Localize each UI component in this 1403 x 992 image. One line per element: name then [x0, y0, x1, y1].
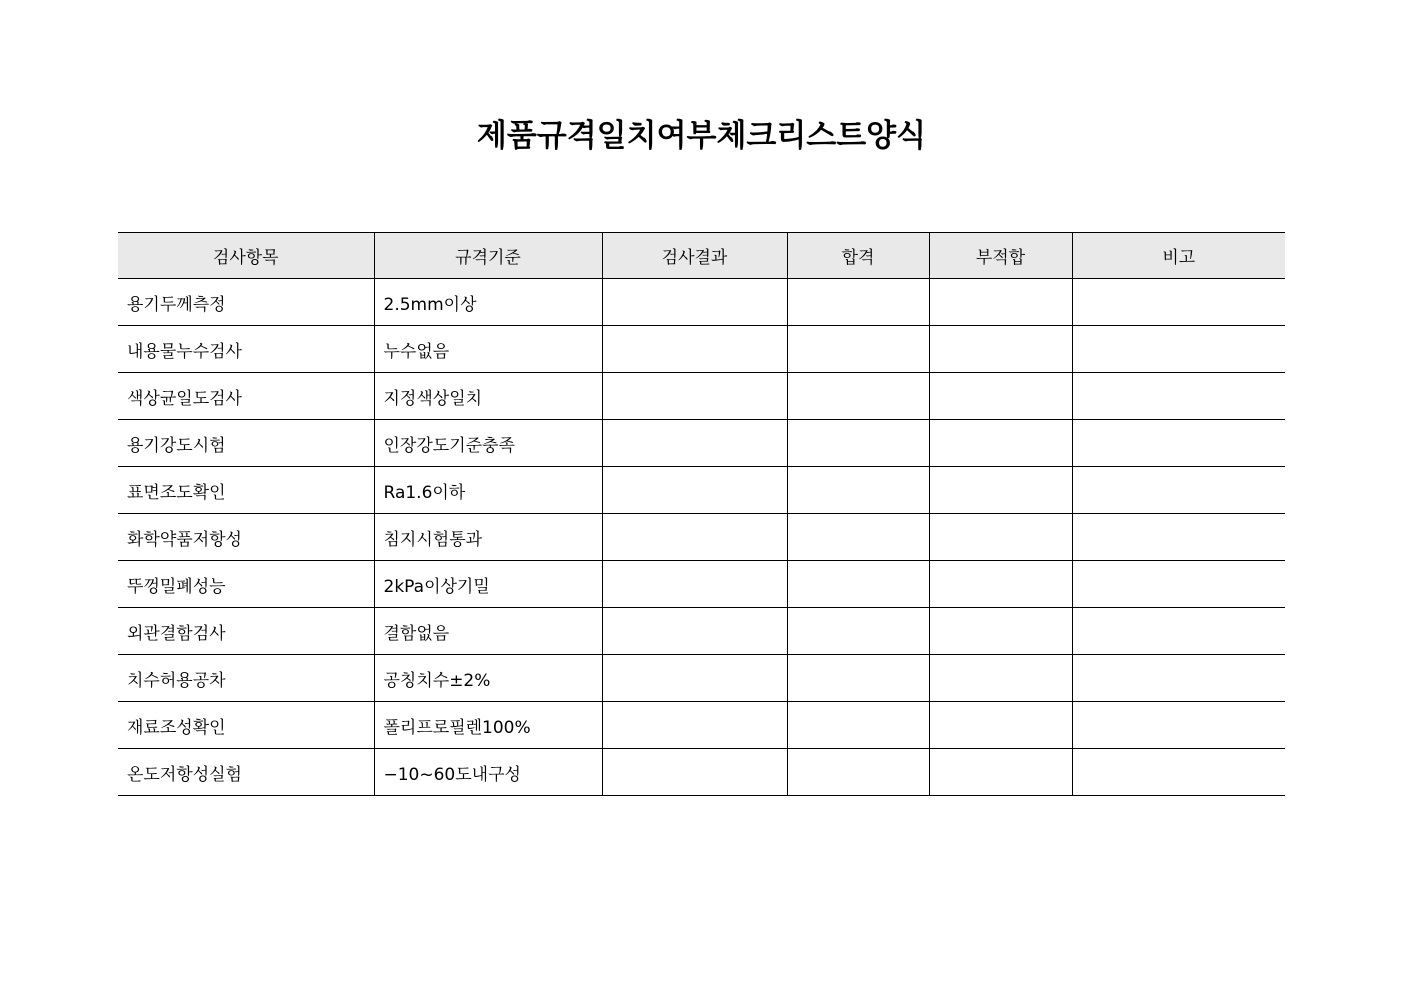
pass-cell[interactable] [787, 467, 929, 514]
fail-cell[interactable] [929, 702, 1072, 749]
header-cell-standard: 규격기준 [374, 233, 602, 279]
result-cell[interactable] [602, 514, 787, 561]
result-cell[interactable] [602, 608, 787, 655]
standard-cell: −10~60도내구성 [374, 749, 602, 796]
standard-cell: 결함없음 [374, 608, 602, 655]
note-cell[interactable] [1072, 279, 1285, 326]
standard-cell: Ra1.6이하 [374, 467, 602, 514]
table-row [118, 279, 1285, 326]
table-row [118, 561, 1285, 608]
item-cell: 화학약품저항성 [118, 514, 374, 561]
note-cell[interactable] [1072, 420, 1285, 467]
fail-cell[interactable] [929, 561, 1072, 608]
fail-cell[interactable] [929, 467, 1072, 514]
fail-cell[interactable] [929, 514, 1072, 561]
table-body [118, 279, 1285, 796]
fail-cell[interactable] [929, 655, 1072, 702]
standard-cell: 2kPa이상기밀 [374, 561, 602, 608]
note-cell[interactable] [1072, 326, 1285, 373]
pass-cell[interactable] [787, 420, 929, 467]
pass-cell[interactable] [787, 326, 929, 373]
item-cell: 온도저항성실험 [118, 749, 374, 796]
table-row [118, 655, 1285, 702]
header-cell-fail: 부적합 [929, 233, 1072, 279]
pass-cell[interactable] [787, 608, 929, 655]
header-cell-result: 검사결과 [602, 233, 787, 279]
note-cell[interactable] [1072, 373, 1285, 420]
pass-cell[interactable] [787, 561, 929, 608]
item-cell: 색상균일도검사 [118, 373, 374, 420]
table-row [118, 608, 1285, 655]
pass-cell[interactable] [787, 655, 929, 702]
pass-cell[interactable] [787, 373, 929, 420]
table-row [118, 514, 1285, 561]
item-cell: 재료조성확인 [118, 702, 374, 749]
item-cell: 내용물누수검사 [118, 326, 374, 373]
fail-cell[interactable] [929, 420, 1072, 467]
header-cell-note: 비고 [1072, 233, 1285, 279]
standard-cell: 침지시험통과 [374, 514, 602, 561]
table-row [118, 373, 1285, 420]
note-cell[interactable] [1072, 655, 1285, 702]
fail-cell[interactable] [929, 749, 1072, 796]
fail-cell[interactable] [929, 279, 1072, 326]
standard-cell: 지정색상일치 [374, 373, 602, 420]
fail-cell[interactable] [929, 608, 1072, 655]
note-cell[interactable] [1072, 514, 1285, 561]
note-cell[interactable] [1072, 561, 1285, 608]
standard-cell: 공칭치수±2% [374, 655, 602, 702]
standard-cell: 2.5mm이상 [374, 279, 602, 326]
result-cell[interactable] [602, 655, 787, 702]
note-cell[interactable] [1072, 749, 1285, 796]
checklist-table [118, 232, 1285, 796]
item-cell: 용기두께측정 [118, 279, 374, 326]
fail-cell[interactable] [929, 326, 1072, 373]
result-cell[interactable] [602, 749, 787, 796]
header-cell-item: 검사항목 [118, 233, 374, 279]
result-cell[interactable] [602, 279, 787, 326]
pass-cell[interactable] [787, 514, 929, 561]
result-cell[interactable] [602, 467, 787, 514]
item-cell: 치수허용공차 [118, 655, 374, 702]
page-title: 제품규격일치여부체크리스트양식 [476, 118, 927, 154]
result-cell[interactable] [602, 702, 787, 749]
note-cell[interactable] [1072, 467, 1285, 514]
standard-cell: 누수없음 [374, 326, 602, 373]
result-cell[interactable] [602, 326, 787, 373]
item-cell: 용기강도시험 [118, 420, 374, 467]
item-cell: 뚜껑밀폐성능 [118, 561, 374, 608]
standard-cell: 폴리프로필렌100% [374, 702, 602, 749]
note-cell[interactable] [1072, 608, 1285, 655]
pass-cell[interactable] [787, 702, 929, 749]
fail-cell[interactable] [929, 373, 1072, 420]
item-cell: 표면조도확인 [118, 467, 374, 514]
result-cell[interactable] [602, 420, 787, 467]
pass-cell[interactable] [787, 749, 929, 796]
header-row [118, 233, 1285, 279]
table-row [118, 702, 1285, 749]
note-cell[interactable] [1072, 702, 1285, 749]
standard-cell: 인장강도기준충족 [374, 420, 602, 467]
table-row [118, 420, 1285, 467]
header-cell-pass: 합격 [787, 233, 929, 279]
pass-cell[interactable] [787, 279, 929, 326]
result-cell[interactable] [602, 561, 787, 608]
result-cell[interactable] [602, 373, 787, 420]
table-row [118, 749, 1285, 796]
table-row [118, 467, 1285, 514]
table-row [118, 326, 1285, 373]
item-cell: 외관결함검사 [118, 608, 374, 655]
